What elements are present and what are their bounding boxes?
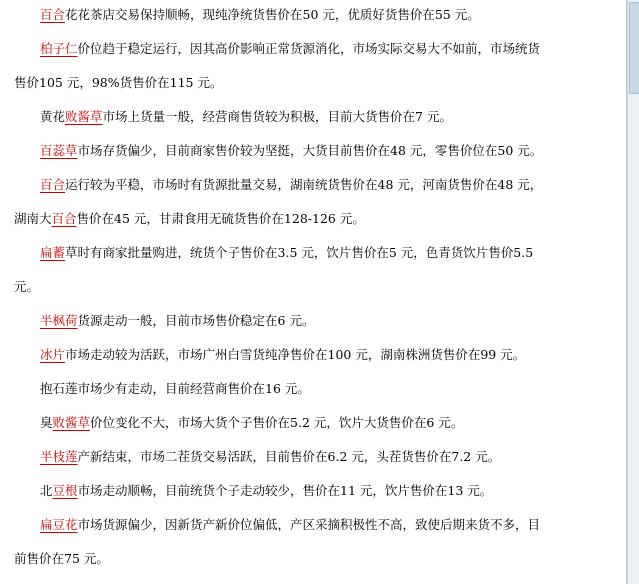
herb-keyword-link[interactable]: 扁蓄 xyxy=(40,245,66,260)
herb-keyword-link[interactable]: 半枝莲 xyxy=(40,449,78,464)
herb-keyword-link[interactable]: 败酱草 xyxy=(65,109,103,124)
paragraph-line xyxy=(14,406,612,440)
herb-keyword-link[interactable]: 扁豆花 xyxy=(40,517,78,532)
paragraph-text: 售价105 元，98%货售价在115 元。 xyxy=(14,75,223,90)
herb-keyword-link[interactable]: 柏子仁 xyxy=(40,41,78,56)
paragraph-text: 花花茶店交易保持顺畅，现纯净统货售价在50 元，优质好货售价在55 元。 xyxy=(65,7,480,22)
paragraph-continuation-line xyxy=(14,270,612,304)
paragraph-text: 草时有商家批量购进，统货个子售价在3.5 元，饮片售价在5 元，色青货饮片售价5.5 xyxy=(65,245,534,260)
paragraph-line xyxy=(14,508,612,542)
paragraph-text: 市场走动较为活跃，市场广州白雪货纯净售价在100 元，湖南株洲货售价在99 元。 xyxy=(65,347,526,362)
paragraph-continuation-line xyxy=(14,66,612,100)
paragraph-line xyxy=(14,134,612,168)
herb-keyword-link[interactable]: 败酱草 xyxy=(52,415,91,430)
scrollbar-thumb[interactable] xyxy=(629,2,639,94)
paragraph-text: 湖南大 xyxy=(14,211,52,226)
paragraph-line xyxy=(14,372,612,406)
paragraph-line xyxy=(14,0,612,32)
paragraph-continuation-line xyxy=(14,202,612,236)
paragraph-line xyxy=(14,474,612,508)
paragraph-text: 售价在45 元，甘肃食用无硫货售价在128-126 元。 xyxy=(76,211,365,226)
paragraph-line xyxy=(14,440,612,474)
herb-keyword-link[interactable]: 百合 xyxy=(40,177,66,192)
herb-keyword-link[interactable]: 豆根 xyxy=(52,483,78,498)
paragraph-text: 臭 xyxy=(40,415,53,430)
paragraph-line xyxy=(14,304,612,338)
paragraph-text: 黄花 xyxy=(40,109,66,124)
paragraph-line xyxy=(14,32,612,66)
herb-keyword-link[interactable]: 冰片 xyxy=(40,347,66,362)
paragraph-text: 元。 xyxy=(14,279,40,294)
paragraph-text: 价位变化不大，市场大货个子售价在5.2 元，饮片大货售价在6 元。 xyxy=(90,415,464,430)
herb-keyword-link[interactable]: 百蕊草 xyxy=(40,143,78,158)
paragraph-text: 市场上货量一般，经营商售货较为积极，目前大货售价在7 元。 xyxy=(102,109,452,124)
vertical-scrollbar[interactable] xyxy=(627,0,639,584)
herb-keyword-link[interactable]: 半枫荷 xyxy=(40,313,78,328)
paragraph-text: 北 xyxy=(40,483,53,498)
paragraph-text: 价位趋于稳定运行，因其高价影响正常货源消化，市场实际交易大不如前，市场统货 xyxy=(77,41,541,56)
paragraph-text: 市场存货偏少，目前商家售价较为坚挺，大货目前售价在48 元，零售价位在50 元。 xyxy=(77,143,543,158)
paragraph-continuation-line xyxy=(14,542,612,576)
paragraph-line xyxy=(14,338,612,372)
paragraph-line xyxy=(14,168,612,202)
paragraph-text: 市场走动顺畅，目前统货个子走动较少，售价在11 元，饮片售价在13 元。 xyxy=(77,483,493,498)
herb-keyword-link[interactable]: 百合 xyxy=(51,211,77,226)
paragraph-text: 市场货源偏少，因新货产新价位偏低，产区采摘积极性不高，致使后期来货不多，目 xyxy=(77,517,541,532)
paragraph-line xyxy=(14,236,612,270)
paragraph-text: 货源走动一般，目前市场售价稳定在6 元。 xyxy=(77,313,315,328)
paragraph-text: 产新结束，市场二茬货交易活跃，目前售价在6.2 元，头茬货售价在7.2 元。 xyxy=(77,449,501,464)
paragraph-line xyxy=(14,100,612,134)
herb-keyword-link[interactable]: 百合 xyxy=(40,7,66,22)
paragraph-text: 前售价在75 元。 xyxy=(14,551,109,566)
paragraph-text: 运行较为平稳，市场时有货源批量交易，湖南统货售价在48 元，河南货售价在48 元， xyxy=(65,177,543,192)
paragraph-text: 抱石莲市场少有走动，目前经营商售价在16 元。 xyxy=(40,381,310,396)
